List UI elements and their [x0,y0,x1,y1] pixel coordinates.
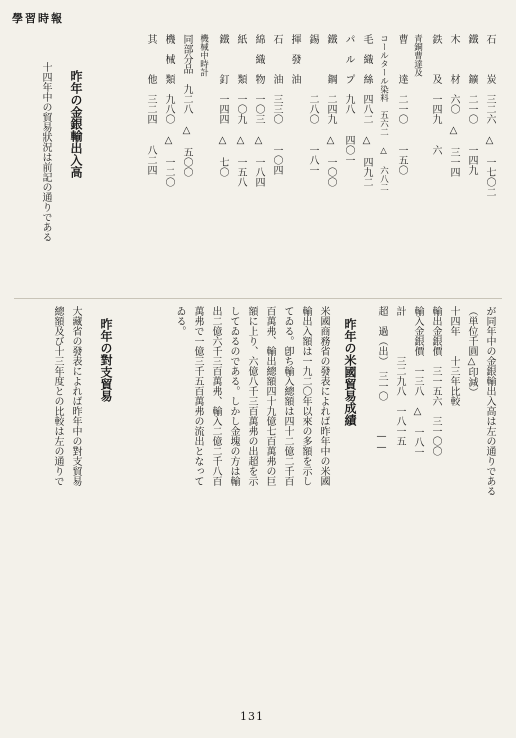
text-column: 機械中時計 [198,34,209,119]
text-column: 十四年中の貿易狀況は前記の通りである [40,62,51,242]
text-column: 鐵 鋼 二四九 △ 一〇〇 [325,34,336,187]
text-column: 青銅曹達及 [412,34,423,119]
section-heading: 昨年の金銀輸出入高 [69,70,83,178]
text-column: 綿 織 物 一〇三 △ 一八四 [253,34,264,187]
text-column: 出二億六千三百萬弗、輸入二億二千八百 [210,306,221,486]
text-column: 輸入金銀價 一三八 △ 一八一 [412,306,423,457]
text-column: 百萬弗、輸出總額四十九億七百萬弗の巨 [264,306,275,486]
text-column: 機 械 類 九八〇 △ 一二〇 [163,34,174,187]
text-column: 十四年 十三年比較 [448,306,459,406]
text-column: 紙 類 一〇九 △ 一五八 [235,34,246,187]
text-column: してゐるのである。しかし金塊の方は輸 [228,306,239,486]
text-column: 曹 達 二一〇 一五〇 [396,34,407,175]
text-column: 其 他 三二四 八二四 [145,34,156,175]
text-column: 總額及び十三年度との比較は左の通りで [52,306,63,486]
text-column: 毛 織 絲 四八二 △ 四九二 [361,34,372,187]
text-column: が同年中の金銀輸出入高は左の通りである [484,306,495,496]
text-column: パ ル プ 九八 四〇一 [343,34,354,165]
text-column: 輸出入額は一九二〇年以來の多額を示し [300,306,311,486]
text-column: 輸出金銀價 三一五六 三一〇〇 [430,306,441,456]
text-column: 揮 發 油 [289,34,300,134]
text-column: 萬弗で一億三千五百萬弗の流出となって [192,306,203,486]
page-header: 學習時報 [12,12,64,25]
section-heading: 昨年の米國貿易成績 [343,318,357,426]
text-column: てゐる。卽ち輸入總額は四十二億二千百 [282,306,293,486]
text-column: 計 三二九八 一八一五 [394,306,405,446]
text-column: 大藏省の發表によれば昨年中の對支貿易 [70,306,81,486]
section-heading: 昨年の對支貿易 [99,318,113,402]
section-divider [14,298,502,299]
text-column: 鐵 鑛 二一〇 一四九 [466,34,477,175]
text-column: 鉄 及 一四九 六 [430,34,441,155]
text-column: 米國商務省の發表によれば昨年中の米國 [318,306,329,486]
text-column: 錫 二八〇 一八一 [307,34,318,175]
text-column: 鐵 釘 一四四 △ 七〇 [217,34,228,177]
text-column: 同部分品 九二八 △ 五〇〇 [181,34,192,177]
text-column: 額に上り、六億八千三百萬弗の出超を示 [246,306,257,486]
text-column: コールタール染料 五六二 △ 六八二 [378,34,389,192]
text-column: 石 油 三三〇 一〇四 [271,34,282,175]
page-number: 131 [240,710,264,723]
text-column: 超 過（出） 三一〇 —— [376,306,387,453]
text-column: 石 炭 三二六 △ 一七〇二 [484,34,495,197]
text-column: 木 材 六〇 △ 三一四 [448,34,459,177]
text-column: （単位千圓△印減） [466,306,477,397]
text-column: ゐる。 [174,306,185,336]
